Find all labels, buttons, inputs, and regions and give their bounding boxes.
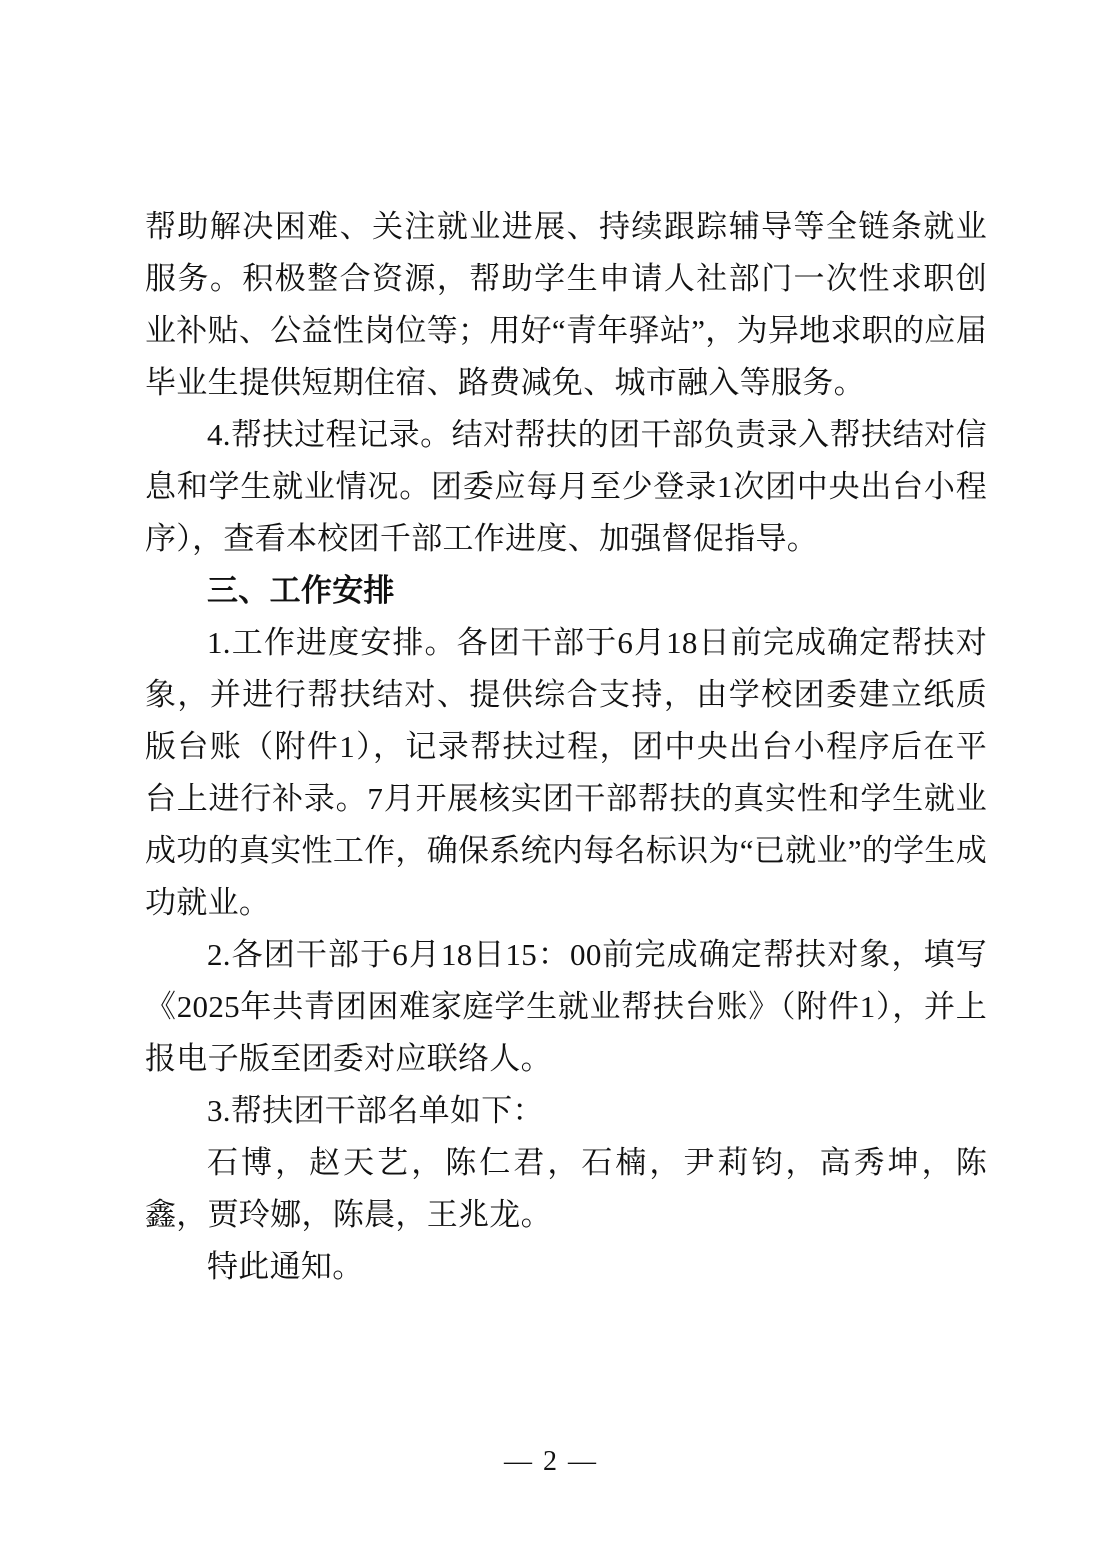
document-body (145, 201, 987, 1293)
paragraph: 3.帮扶团干部名单如下： (207, 1093, 544, 1128)
paragraph: 石博，赵天艺，陈仁君，石楠，尹莉钧，高秀坤，陈鑫，贾玲娜，陈晨，王兆龙。 (145, 1145, 987, 1232)
paragraph: 帮助解决困难、关注就业进展、持续跟踪辅导等全链条就业服务。积极整合资源，帮助学生申请人社部门一次性求职创业补贴、公益性岗位等；用好“青年驿站”，为异地求职的应届毕业生提供短期住宿、路费减免、城市融入等服务。 (145, 209, 987, 400)
page-footer (0, 1446, 1102, 1478)
paragraph: 2.各团干部于6月18日15：00前完成确定帮扶对象，填写《2025年共青团困难家庭学生就业帮扶台账》（附件1），并上报电子版至团委对应联络人。 (145, 937, 987, 1076)
paragraph: 特此通知。 (207, 1249, 364, 1284)
section-heading: 三、工作安排 (207, 573, 395, 608)
paragraph: 1.工作进度安排。各团干部于6月18日前完成确定帮扶对象，并进行帮扶结对、提供综合支持，由学校团委建立纸质版台账（附件1），记录帮扶过程，团中央出台小程序后在平台上进行补录。7月开展核实团干部帮扶的真实性和学生就业成功的真实性工作，确保系统内每名标识为“已就业”的学生成功就业。 (145, 625, 987, 920)
page-number: — 2 — (504, 1446, 598, 1477)
paragraph: 4.帮扶过程记录。结对帮扶的团干部负责录入帮扶结对信息和学生就业情况。团委应每月至少登录1次团中央出台小程序），查看本校团千部工作进度、加强督促指导。 (145, 417, 987, 556)
